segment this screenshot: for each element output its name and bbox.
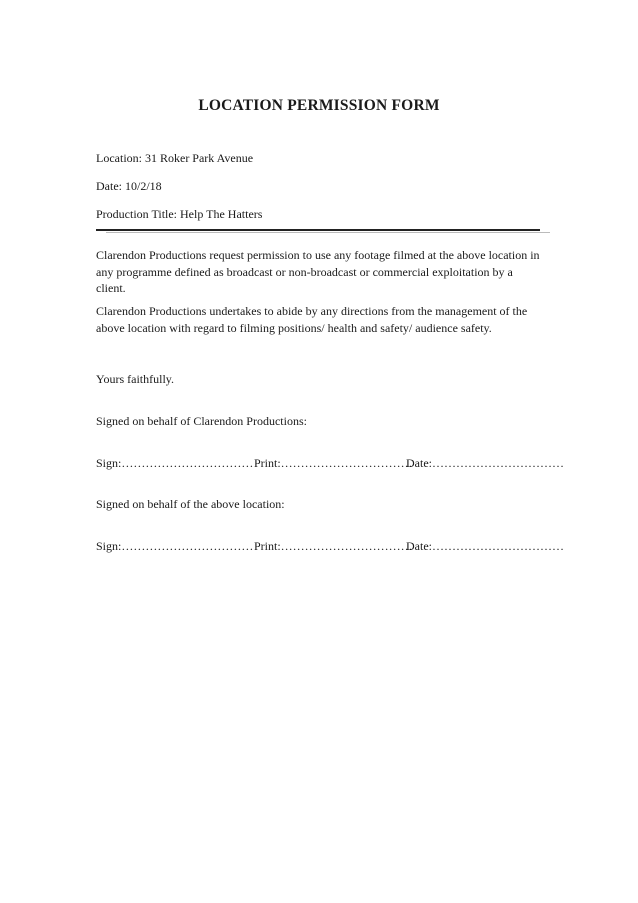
date-line: Date: 10/2/18 [96,179,162,193]
sign-field-location[interactable]: Sign:…………………………… [96,539,254,553]
permission-paragraph: Clarendon Productions request permission to use any footage filmed at the above location in any programme defined as broadcast or non-broadcast or commercial exploitation by a client. [96,248,540,295]
horizontal-divider [96,229,550,233]
signature-row-location [96,539,564,555]
signature-section-heading-productions: Signed on behalf of Clarendon Productions: [96,414,307,428]
print-field-productions[interactable]: Print:…………………………… [254,456,413,470]
print-field-location[interactable]: Print:…………………………… [254,539,413,553]
divider-shadow-line [106,232,550,233]
location-line: Location: 31 Roker Park Avenue [96,151,254,165]
date-field-location[interactable]: Date:…………………………… [406,539,564,553]
date-field-productions[interactable]: Date:…………………………… [406,456,564,470]
signature-row-productions [96,456,564,472]
production-title-line: Production Title: Help The Hatters [96,207,263,221]
form-title: LOCATION PERMISSION FORM [198,97,440,114]
divider-line [96,229,540,231]
signature-section-heading-location: Signed on behalf of the above location: [96,497,285,511]
sign-field-productions[interactable]: Sign:…………………………… [96,456,254,470]
undertaking-paragraph: Clarendon Productions undertakes to abide by any directions from the management of the above location with regard to filming positions/ health and safety/ audience safety. [96,304,528,335]
closing-line: Yours faithfully. [96,372,175,386]
